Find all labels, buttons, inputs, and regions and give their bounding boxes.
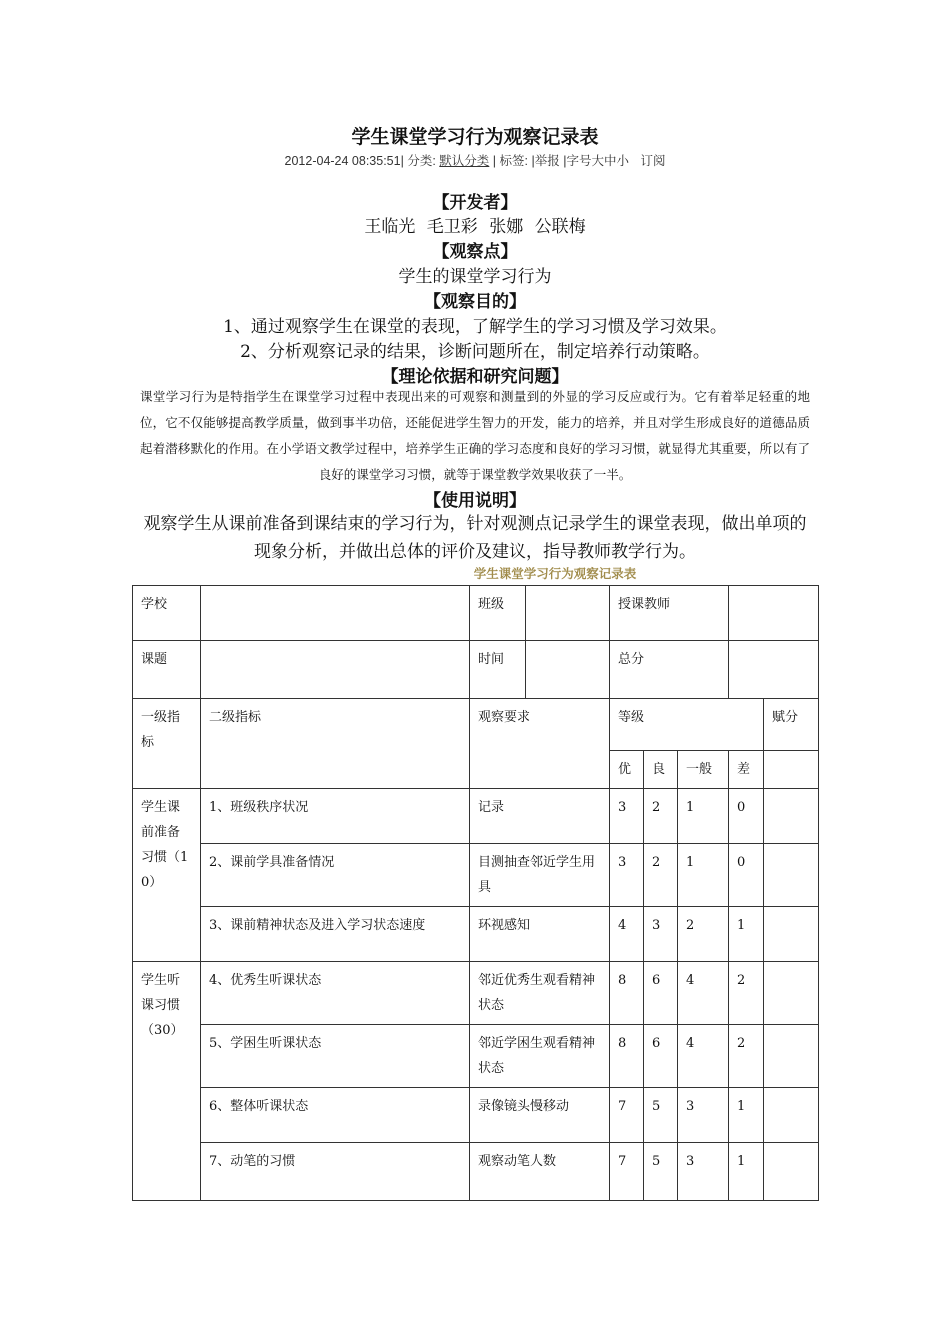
group-name: 学生听课习惯（30） — [133, 962, 201, 1201]
indicator-item: 2、课前学具准备情况 — [201, 844, 470, 907]
score-fair: 2 — [678, 907, 729, 962]
tags-label: | 标签: — [492, 154, 528, 168]
purpose-heading: 【观察目的】 — [424, 292, 526, 312]
purpose-item-1: 1、通过观察学生在课堂的表现，了解学生的学习习惯及学习效果。 — [223, 317, 727, 337]
score-good: 6 — [644, 962, 678, 1025]
score-good: 2 — [644, 789, 678, 844]
score-good: 3 — [644, 907, 678, 962]
table-caption: 学生课堂学习行为观察记录表 — [473, 566, 637, 581]
total-value[interactable] — [729, 641, 819, 699]
score-poor: 0 — [729, 844, 764, 907]
score-poor: 1 — [729, 907, 764, 962]
score-fair: 1 — [678, 789, 729, 844]
observation-requirement: 环视感知 — [470, 907, 610, 962]
score-fair: 3 — [678, 1143, 729, 1201]
teacher-label: 授课教师 — [610, 586, 729, 641]
grade-header: 等级 — [610, 699, 764, 751]
category-label: 分类: — [407, 154, 436, 168]
school-label: 学校 — [133, 586, 201, 641]
post-datetime: 2012-04-24 08:35:51| — [284, 154, 404, 168]
theory-heading: 【理论依据和研究问题】 — [381, 367, 569, 387]
grade-poor-header: 差 — [729, 751, 764, 789]
observation-point-heading: 【观察点】 — [432, 242, 518, 262]
score-excellent: 8 — [610, 1025, 644, 1088]
level2-header: 二级指标 — [201, 699, 470, 789]
observation-requirement: 邻近优秀生观看精神状态 — [470, 962, 610, 1025]
topic-value[interactable] — [201, 641, 470, 699]
assigned-score[interactable] — [764, 907, 819, 962]
assigned-score[interactable] — [764, 1143, 819, 1201]
time-value[interactable] — [526, 641, 610, 699]
school-value[interactable] — [201, 586, 470, 641]
total-label: 总分 — [610, 641, 729, 699]
score-fair: 1 — [678, 844, 729, 907]
group-name: 学生课前准备习惯（10） — [133, 789, 201, 962]
score-good: 2 — [644, 844, 678, 907]
score-excellent: 3 — [610, 789, 644, 844]
indicator-item: 4、优秀生听课状态 — [201, 962, 470, 1025]
score-poor: 0 — [729, 789, 764, 844]
observation-requirement: 记录 — [470, 789, 610, 844]
requirement-header: 观察要求 — [470, 699, 610, 789]
indicator-item: 1、班级秩序状况 — [201, 789, 470, 844]
indicator-item: 7、动笔的习惯 — [201, 1143, 470, 1201]
developer-names: 王临光 毛卫彩 张娜 公联梅 — [364, 217, 586, 237]
assigned-score[interactable] — [764, 1088, 819, 1143]
observation-point: 学生的课堂学习行为 — [398, 267, 552, 287]
font-size-links[interactable]: |字号大中小 — [563, 154, 629, 168]
subscribe-link[interactable]: 订阅 — [640, 154, 666, 168]
developer-heading: 【开发者】 — [432, 193, 518, 213]
page-title: 学生课堂学习行为观察记录表 — [351, 126, 599, 148]
usage-paragraph: 观察学生从课前准备到课结束的学习行为，针对观测点记录学生的课堂表现，做出单项的现象分析，并做出总体的评价及建议，指导教师教学行为。 — [143, 514, 807, 562]
indicator-item: 3、课前精神状态及进入学习状态速度 — [201, 907, 470, 962]
assigned-score[interactable] — [764, 844, 819, 907]
score-header: 赋分 — [764, 699, 819, 751]
observation-requirement: 观察动笔人数 — [470, 1143, 610, 1201]
score-poor: 1 — [729, 1143, 764, 1201]
score-poor: 2 — [729, 1025, 764, 1088]
assigned-score[interactable] — [764, 789, 819, 844]
score-fair: 4 — [678, 962, 729, 1025]
report-link[interactable]: |举报 — [531, 154, 560, 168]
category-link[interactable]: 默认分类 — [439, 154, 490, 168]
score-excellent: 3 — [610, 844, 644, 907]
score-excellent: 8 — [610, 962, 644, 1025]
observation-requirement: 目测抽查邻近学生用具 — [470, 844, 610, 907]
score-poor: 2 — [729, 962, 764, 1025]
score-good: 6 — [644, 1025, 678, 1088]
grade-fair-header: 一般 — [678, 751, 729, 789]
grade-excellent-header: 优 — [610, 751, 644, 789]
indicator-item: 5、学困生听课状态 — [201, 1025, 470, 1088]
assigned-score[interactable] — [764, 1025, 819, 1088]
class-value[interactable] — [526, 586, 610, 641]
theory-paragraph: 课堂学习行为是特指学生在课堂学习过程中表现出来的可观察和测量到的外显的学习反应或行为。它有着举足轻重的地位，它不仅能够提高教学质量，做到事半功倍，还能促进学生智力的开发，能力的培养，并且对学生形成良好的道德品质起着潜移默化的作用。在小学语文教学过程中，培养学生正确的学习态度和良好的学习习惯，就显得尤其重要，所以有了良好的课堂学习习惯，就等于课堂教学效果收获了一半。 — [140, 389, 810, 482]
observation-requirement: 邻近学困生观看精神状态 — [470, 1025, 610, 1088]
score-excellent: 7 — [610, 1143, 644, 1201]
score-good: 5 — [644, 1088, 678, 1143]
score-poor: 1 — [729, 1088, 764, 1143]
teacher-value[interactable] — [729, 586, 819, 641]
score-excellent: 7 — [610, 1088, 644, 1143]
topic-label: 课题 — [133, 641, 201, 699]
score-excellent: 4 — [610, 907, 644, 962]
time-label: 时间 — [470, 641, 526, 699]
level1-header: 一级指标 — [133, 699, 201, 789]
class-label: 班级 — [470, 586, 526, 641]
assigned-score[interactable] — [764, 962, 819, 1025]
purpose-item-2: 2、分析观察记录的结果，诊断问题所在，制定培养行动策略。 — [240, 342, 710, 362]
grade-good-header: 良 — [644, 751, 678, 789]
indicator-item: 6、整体听课状态 — [201, 1088, 470, 1143]
score-fair: 4 — [678, 1025, 729, 1088]
usage-heading: 【使用说明】 — [424, 491, 526, 511]
score-subheader — [764, 751, 819, 789]
observation-table — [132, 585, 819, 1201]
post-meta — [0, 151, 950, 169]
score-good: 5 — [644, 1143, 678, 1201]
score-fair: 3 — [678, 1088, 729, 1143]
observation-requirement: 录像镜头慢移动 — [470, 1088, 610, 1143]
